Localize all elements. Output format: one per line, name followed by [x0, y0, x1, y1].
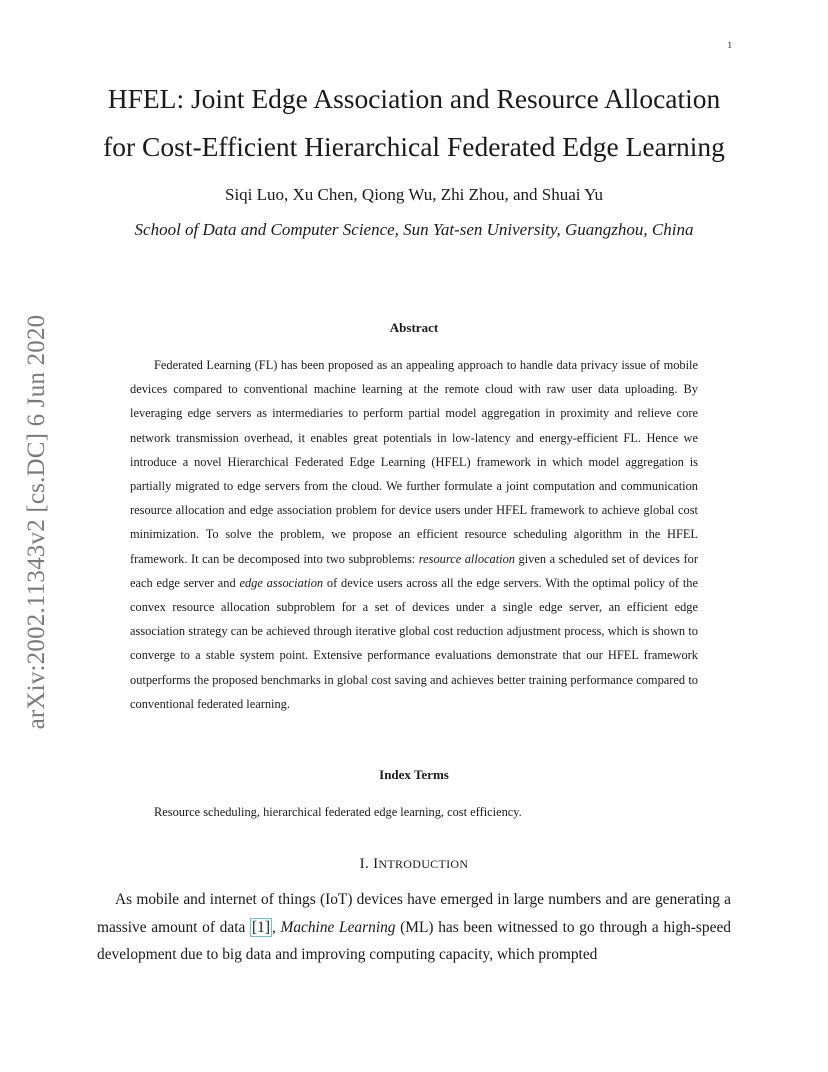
intro-part-1: As mobile and internet of things (IoT) devices have emerged in large numbers and are generating a massive amount of data — [97, 891, 731, 936]
title-line-2: for Cost-Efficient Hierarchical Federated Edge Learning — [103, 131, 725, 162]
introduction-heading — [90, 856, 738, 873]
intro-part-3: (ML) has been witnessed to go through a high-speed development due to big data and improving computing capacity, which prompted — [97, 918, 731, 963]
citation-link-1[interactable]: [1] — [252, 918, 270, 936]
abstract-emphasis-resource-allocation: resource allocation — [418, 551, 515, 566]
intro-emphasis-machine-learning: Machine Learning — [280, 918, 396, 936]
title-line-1: HFEL: Joint Edge Association and Resource Allocation — [107, 83, 721, 114]
section-numeral: I. — [359, 856, 374, 872]
paper-title — [90, 75, 738, 171]
author-affiliation: School of Data and Computer Science, Sun Yat-sen University, Guangzhou, China — [134, 220, 694, 239]
index-terms-heading: Index Terms — [379, 767, 449, 782]
introduction-paragraph — [97, 886, 731, 969]
page-number: 1 — [727, 40, 732, 50]
abstract-part-2: given a scheduled set of devices for each edge server and — [130, 551, 698, 590]
abstract-part-1: Federated Learning (FL) has been proposed as an appealing approach to handle data privacy issue of mobile devices compared to conventional machine learning at the remote cloud with raw user data uploading. By leveraging edge servers as intermediaries to perform partial model aggregation in proximity and relieve core network transmission overhead, it enables great potentials in low-latency and energy-efficient FL. Hence we introduce a novel Hierarchical Federated Edge Learning (HFEL) framework in which model aggregation is partially migrated to edge servers from the cloud. We further formulate a joint computation and communication resource allocation and edge association problem for device users under HFEL framework to achieve global cost minimization. To solve the problem, we propose an efficient resource scheduling algorithm in the HFEL framework. It can be decomposed into two subproblems: — [130, 358, 698, 566]
index-terms-text: Resource scheduling, hierarchical federated edge learning, cost efficiency. — [154, 805, 522, 819]
section-title-rest: NTRODUCTION — [378, 857, 469, 871]
abstract-text — [130, 353, 698, 716]
arxiv-identifier-stamp: arXiv:2002.11343v2 [cs.DC] 6 Jun 2020 — [23, 314, 50, 730]
abstract-emphasis-edge-association: edge association — [239, 575, 324, 590]
author-list: Siqi Luo, Xu Chen, Qiong Wu, Zhi Zhou, and Shuai Yu — [224, 185, 604, 204]
section-title-initial: I — [373, 856, 379, 872]
intro-part-2: , — [271, 918, 281, 936]
abstract-heading: Abstract — [389, 320, 439, 335]
abstract-part-3: of device users across all the edge servers. With the optimal policy of the convex resource allocation subproblem for a set of devices under a single edge server, an efficient edge association strategy can be achieved through iterative global cost reduction adjustment process, which is shown to converge to a stable system point. Extensive performance evaluations demonstrate that our HFEL framework outperforms the proposed benchmarks in global cost saving and achieves better training performance compared to conventional federated learning. — [130, 575, 698, 711]
